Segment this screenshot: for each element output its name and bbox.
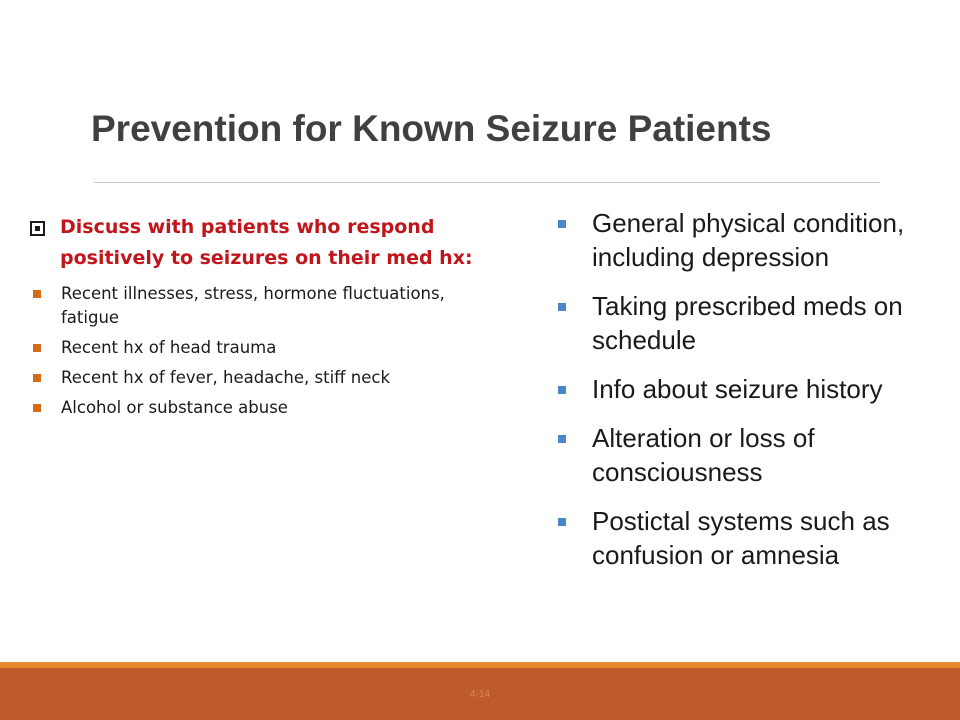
right-column: [555, 206, 940, 587]
sub-list-item: [61, 396, 500, 420]
sub-item-text: Alcohol or substance abuse: [61, 398, 288, 417]
sub-item-text: Recent hx of fever, headache, stiff neck: [61, 368, 391, 387]
main-item-text: Taking prescribed meds on schedule: [592, 291, 903, 355]
main-item-text: Info about seizure history: [592, 374, 883, 404]
main-item-text: General physical condition, including depression: [592, 208, 905, 272]
main-list-item: [555, 504, 940, 572]
square-bullet-icon: [33, 404, 41, 412]
slide-title: Prevention for Known Seizure Patients: [91, 108, 772, 149]
main-list-item: [555, 206, 940, 274]
main-bullet-list: [555, 206, 940, 572]
square-bullet-icon: [33, 344, 41, 352]
framed-square-bullet-icon: [30, 221, 45, 236]
sub-list-item: [61, 282, 500, 330]
main-item-text: Alteration or loss of consciousness: [592, 423, 815, 487]
square-bullet-icon: [33, 374, 41, 382]
sub-list-item: [61, 336, 500, 360]
lead-item: [30, 212, 530, 274]
sub-bullet-list: [0, 282, 500, 420]
square-bullet-icon: [558, 220, 566, 228]
page-number: 4-14: [469, 689, 490, 700]
square-bullet-icon: [558, 386, 566, 394]
main-list-item: [555, 289, 940, 357]
sub-list-item: [61, 366, 500, 390]
lead-text: Discuss with patients who respond positively to seizures on their med hx:: [60, 216, 473, 269]
main-item-text: Postictal systems such as confusion or amnesia: [592, 506, 890, 570]
sub-item-text: Recent illnesses, stress, hormone fluctuations, fatigue: [61, 284, 445, 327]
main-list-item: [555, 421, 940, 489]
main-list-item: [555, 372, 940, 406]
sub-item-text: Recent hx of head trauma: [61, 338, 277, 357]
left-column: [30, 212, 530, 426]
square-bullet-icon: [558, 518, 566, 526]
square-bullet-icon: [558, 435, 566, 443]
square-bullet-icon: [558, 303, 566, 311]
title-divider: [94, 182, 880, 183]
square-bullet-icon: [33, 290, 41, 298]
footer-accent-line: [0, 662, 960, 668]
